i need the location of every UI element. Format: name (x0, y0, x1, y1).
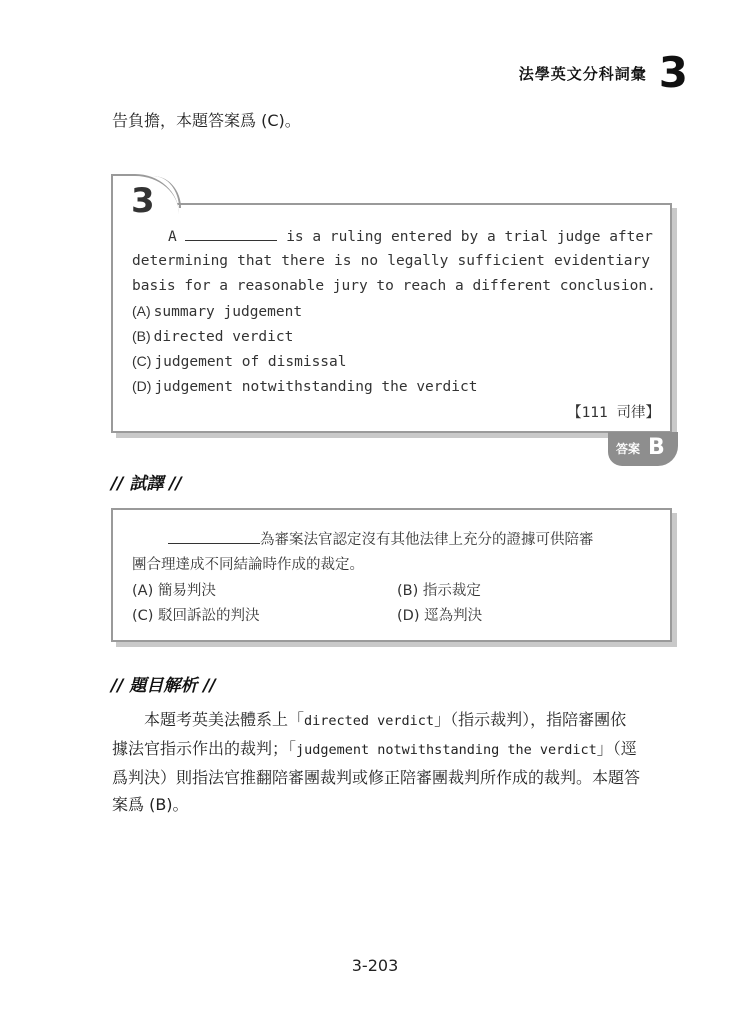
option-text: 簡易判決 (157, 583, 216, 599)
translation-line-1-text: 為審案法官認定沒有其他法律上充分的證據可供陪審 (260, 532, 594, 548)
page-number: 3-203 (351, 956, 399, 975)
translation-line-2: 團合理達成不同結論時作成的裁定。 (132, 557, 364, 573)
translation-blank (168, 531, 260, 544)
option-letter: (A) (132, 303, 151, 319)
option-letter: (D) (397, 608, 420, 624)
analysis-text-1: 本題考英美法體系上「 (144, 710, 305, 729)
analysis-term-2: judgement notwithstanding the verdict (296, 742, 597, 758)
option-letter: (C) (132, 608, 154, 624)
option-text: summary judgement (153, 304, 303, 320)
option-letter: (C) (132, 353, 152, 369)
analysis-paragraph (112, 706, 644, 818)
analysis-text-3: 據法官指示作出的裁判；「 (112, 739, 297, 758)
option-letter: (B) (132, 328, 151, 344)
translation-heading: // 試譯 // (111, 474, 182, 494)
option-d (132, 378, 477, 395)
analysis-text-6: 案爲 (B)。 (112, 795, 189, 814)
chapter-number: 3 (658, 48, 688, 97)
analysis-text-2: 」（指示裁判），指陪審團依 (434, 710, 627, 729)
question-blank (185, 228, 277, 241)
answer-value: B (648, 435, 665, 460)
translation-option-b (397, 579, 481, 600)
option-text: 逕為判決 (424, 608, 483, 624)
option-text: 指示裁定 (422, 583, 481, 599)
answer-badge (608, 432, 678, 466)
analysis-text-4: 」（逕 (596, 739, 637, 758)
chapter-header (518, 48, 688, 97)
question-line-2: determining that there is no legally sufficient evidentiary (132, 253, 650, 269)
translation-option-c (132, 604, 260, 625)
option-text: directed verdict (153, 329, 294, 345)
question-number: 3 (131, 181, 155, 221)
option-a (132, 303, 302, 320)
question-line-1 (132, 228, 653, 245)
chapter-title: 法學英文分科詞彙 (518, 64, 647, 83)
option-letter: (B) (397, 583, 419, 599)
answer-label: 答案 (616, 442, 641, 456)
translation-option-a (132, 579, 216, 600)
option-text: 駁回訴訟的判決 (158, 608, 260, 624)
option-b (132, 328, 293, 345)
question-article: A (168, 229, 177, 245)
exam-source: 【111 司律】 (567, 405, 660, 421)
question-line-1-text: is a ruling entered by a trial judge after (286, 229, 653, 245)
option-letter: (A) (132, 583, 154, 599)
analysis-text-5: 爲判決）則指法官推翻陪審團裁判或修正陪審團裁判所作成的裁判。本題答 (112, 768, 641, 787)
analysis-term-1: directed verdict (304, 713, 435, 729)
translation-option-d (397, 604, 482, 625)
question-line-3: basis for a reasonable jury to reach a different conclusion. (132, 278, 656, 294)
option-text: judgement notwithstanding the verdict (154, 379, 478, 395)
option-letter: (D) (132, 378, 152, 394)
option-text: judgement of dismissal (154, 354, 347, 370)
intro-text: 告負擔，本題答案爲 (C)。 (112, 111, 301, 130)
option-c (132, 353, 347, 370)
analysis-heading: // 題目解析 // (111, 676, 216, 696)
translation-line-1 (132, 528, 594, 549)
